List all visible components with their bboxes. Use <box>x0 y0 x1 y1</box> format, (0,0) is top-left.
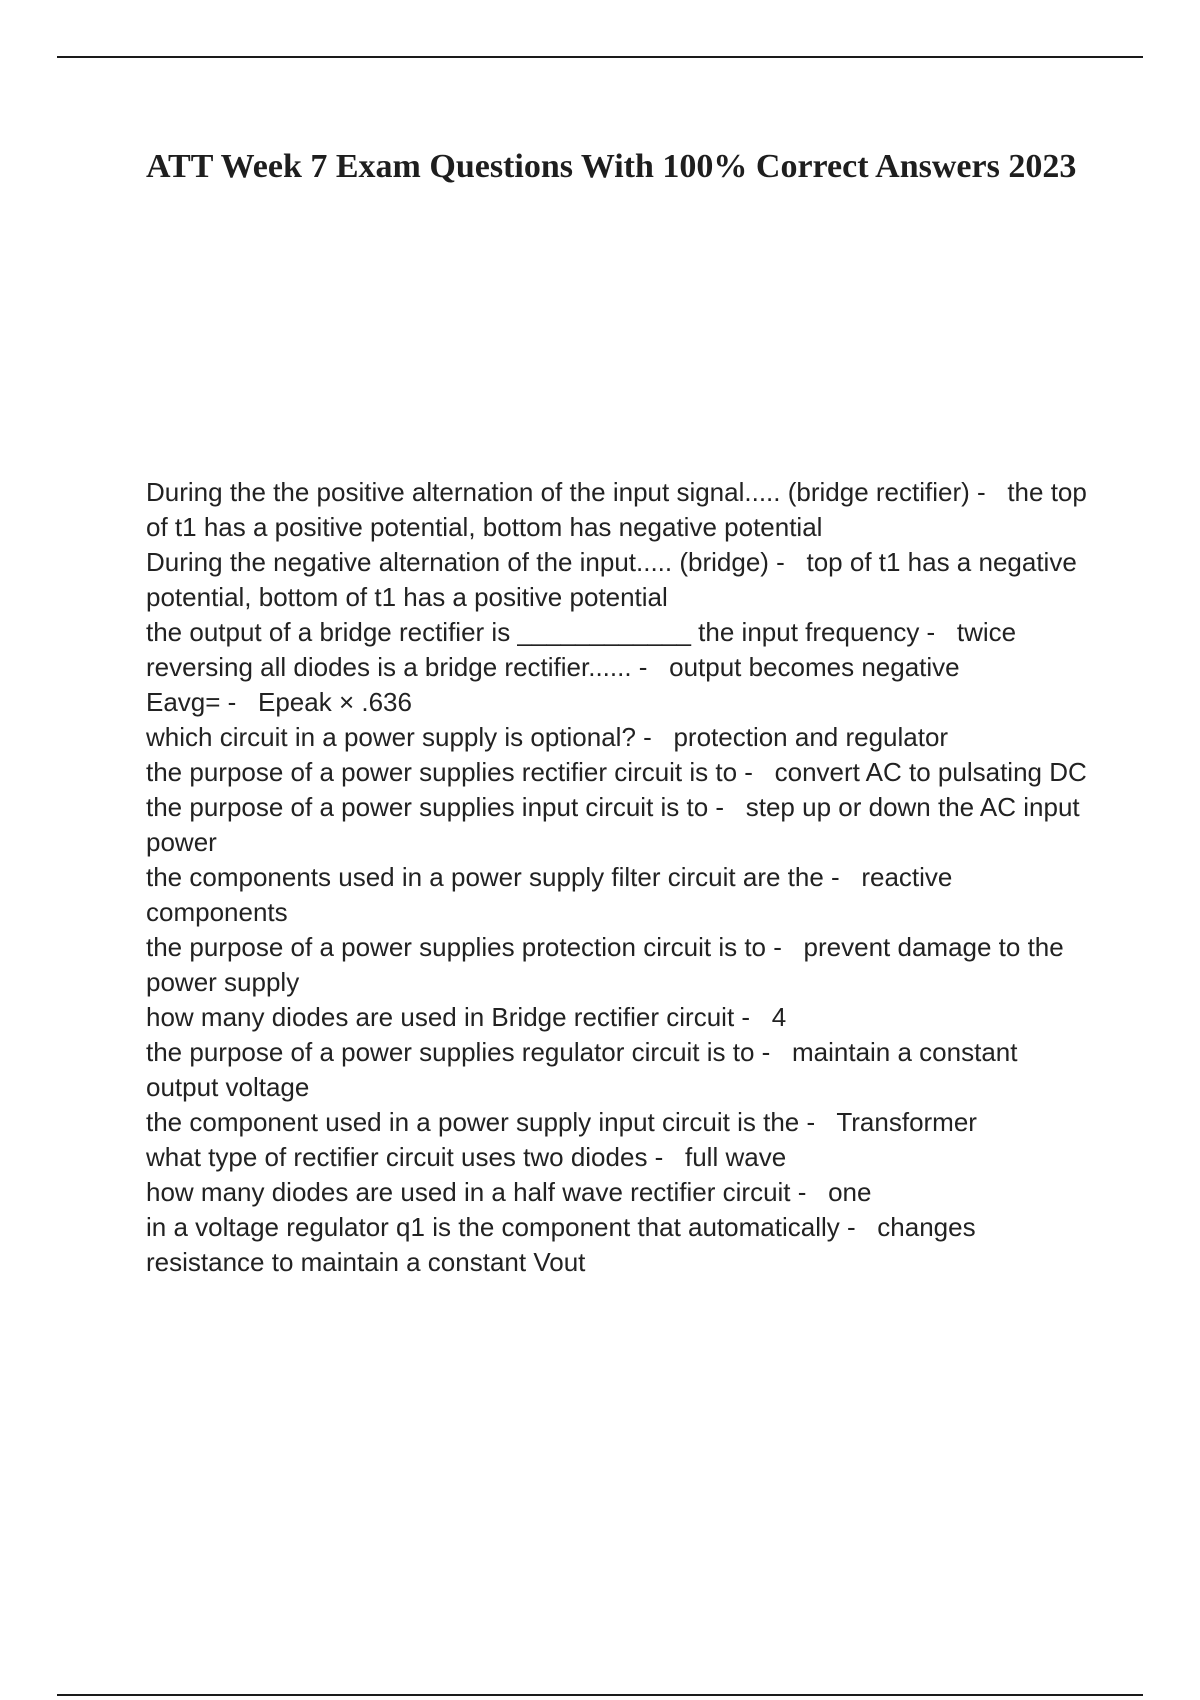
qa-item: how many diodes are used in a half wave rectifier circuit - one <box>146 1177 872 1207</box>
qa-item: the purpose of a power supplies rectifier circuit is to - convert AC to pulsating DC <box>146 757 1087 787</box>
qa-item: what type of rectifier circuit uses two diodes - full wave <box>146 1142 787 1172</box>
qa-item: the output of a bridge rectifier is ____________ the input frequency - twice <box>146 617 1017 647</box>
qa-item: During the negative alternation of the input..... (bridge) - top of t1 has a negative potential, bottom of t1 has a positive potential <box>146 547 1085 612</box>
qa-item: Eavg= - Epeak × .636 <box>146 687 412 717</box>
qa-item: in a voltage regulator q1 is the component that automatically - changes resistance to maintain a constant Vout <box>146 1212 983 1277</box>
qa-list <box>146 475 1096 1280</box>
qa-item: the component used in a power supply input circuit is the - Transformer <box>146 1107 977 1137</box>
qa-item: which circuit in a power supply is optional? - protection and regulator <box>146 722 949 752</box>
qa-item: the purpose of a power supplies regulator circuit is to - maintain a constant output voltage <box>146 1037 1025 1102</box>
qa-item: During the the positive alternation of the input signal..... (bridge rectifier) - the top of t1 has a positive potential, bottom has negative potential <box>146 477 1095 542</box>
document-title: ATT Week 7 Exam Questions With 100% Correct Answers 2023 <box>146 148 1077 185</box>
qa-item: the purpose of a power supplies input circuit is to - step up or down the AC input power <box>146 792 1087 857</box>
qa-item: how many diodes are used in Bridge rectifier circuit - 4 <box>146 1002 787 1032</box>
qa-item: reversing all diodes is a bridge rectifier...... - output becomes negative <box>146 652 960 682</box>
qa-item: the components used in a power supply filter circuit are the - reactive components <box>146 862 960 927</box>
qa-item: the purpose of a power supplies protection circuit is to - prevent damage to the power supply <box>146 932 1071 997</box>
top-rule <box>57 56 1143 58</box>
bottom-rule <box>57 1694 1143 1696</box>
